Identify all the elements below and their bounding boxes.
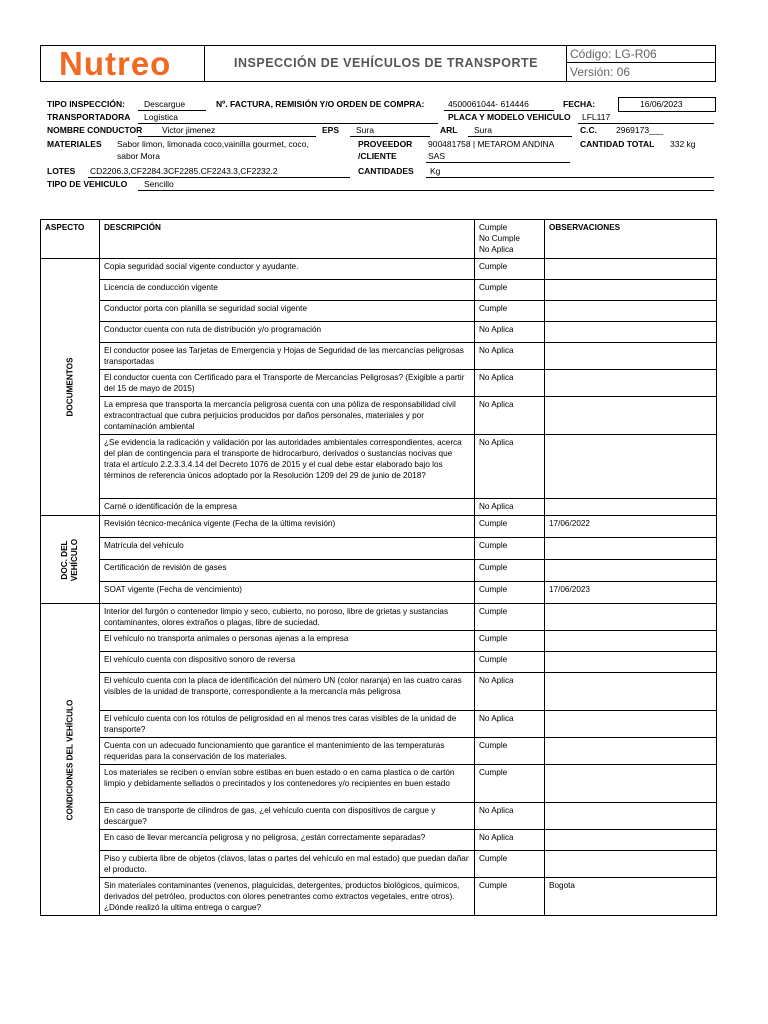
row-observation [545, 738, 717, 765]
table-row [41, 711, 717, 738]
document-title: INSPECCIÓN DE VEHÍCULOS DE TRANSPORTE [206, 46, 567, 81]
row-description: Matrícula del vehículo [100, 538, 475, 560]
row-status: Cumple [475, 560, 545, 582]
document-version: Versión: 06 [570, 65, 631, 79]
materiales-label: MATERIALES [47, 139, 102, 149]
row-status: Cumple [475, 301, 545, 322]
row-description: En caso de llevar mercancía peligrosa y no peligrosa, ¿están correctamente separadas? [100, 830, 475, 851]
document-code: Código: LG-R06 [567, 46, 715, 63]
row-observation [545, 631, 717, 652]
row-status: Cumple [475, 604, 545, 631]
row-status: Cumple [475, 851, 545, 878]
row-observation [545, 560, 717, 582]
arl-value: Sura [474, 125, 492, 135]
tipo-inspeccion-value: Descargue [144, 99, 186, 109]
row-observation [545, 803, 717, 830]
row-status: Cumple [475, 259, 545, 280]
lotes-label: LOTES [47, 166, 76, 176]
table-row [41, 259, 717, 280]
cc-value: 2969173___ [616, 125, 664, 135]
cantidades-label: CANTIDADES [358, 166, 414, 176]
table-row [41, 604, 717, 631]
tipo-vehiculo-value: Sencillo [144, 179, 174, 189]
arl-label: ARL [440, 125, 458, 135]
table-row [41, 738, 717, 765]
fecha-label: FECHA: [563, 99, 596, 109]
row-status: No Aplica [475, 803, 545, 830]
document-header [40, 45, 716, 82]
row-description: El vehículo no transporta animales o personas ajenas a la empresa [100, 631, 475, 652]
lotes-value: CD2206.3,CF2284.3CF2285.CF2243.3,CF2232.2 [90, 166, 278, 176]
table-row [41, 370, 717, 397]
placa-label: PLACA Y MODELO VEHICULO [448, 112, 571, 122]
row-description: ¿Se evidencia la radicación y validación por las autoridades ambientales correspondientes, acerca del plan de contingencia para el transporte de hidrocarburo, derivados o sustancias nocivas que trata el artículo 2.2.3.3.4.14 del Decreto 1076 de 2015 y el cual debe estar elaborado bajo los términos de referencia únicos adoptado por la Resolución 1209 del 29 de junio de 2018? [100, 435, 475, 499]
row-description: Copia seguridad social vigente conductor y ayudante. [100, 259, 475, 280]
row-observation: 17/06/2022 [545, 516, 717, 538]
proveedor-label-line1: PROVEEDOR [358, 139, 413, 149]
row-status: No Aplica [475, 673, 545, 711]
row-description: Los materiales se reciben o envían sobre estibas en buen estado o en cama plastica o de cartón limpio y debidamente sellados o precintados y los contenedores y/o recipientes en buen estado [100, 765, 475, 803]
conductor-value: Victor jimenez [162, 125, 216, 135]
eps-value: Sura [356, 125, 374, 135]
row-description: La empresa que transporta la mercancía peligrosa cuenta con una póliza de responsabilidad civil extracontractual que cubra perjuicios producidos por daños personales, materiales y por contaminación ambiental [100, 397, 475, 435]
row-observation: Bogota [545, 878, 717, 916]
row-description: Carné o identificación de la empresa [100, 499, 475, 516]
row-description: Conductor cuenta con ruta de distribución y/o programación [100, 322, 475, 343]
row-status: No Aplica [475, 499, 545, 516]
row-status: Cumple [475, 765, 545, 803]
materiales-value-line2: sabor Mora [117, 151, 160, 161]
table-row [41, 280, 717, 301]
row-status: Cumple [475, 738, 545, 765]
table-row [41, 435, 717, 499]
tipo-vehiculo-label: TIPO DE VEHICULO [47, 179, 128, 189]
row-observation [545, 851, 717, 878]
section-doc_vehiculo: DOC. DEL VEHÍCULO [41, 516, 100, 604]
row-description: Licencia de conducción vigente [100, 280, 475, 301]
row-observation [545, 765, 717, 803]
row-observation [545, 370, 717, 397]
row-observation [545, 830, 717, 851]
row-description: Interior del furgón o contenedor limpio y seco, cubierto, no poroso, libre de grietas y sustancias contaminantes, olores extraños o plagas, libre de suciedad. [100, 604, 475, 631]
proveedor-value-line1: 900481758 | METAROM ANDINA [428, 139, 555, 149]
table-row [41, 851, 717, 878]
table-row [41, 301, 717, 322]
row-status: No Aplica [475, 370, 545, 397]
row-observation [545, 397, 717, 435]
table-row [41, 499, 717, 516]
cc-label: C.C. [580, 125, 597, 135]
row-description: Revisión técnico-mecánica vigente (Fecha de la última revisión) [100, 516, 475, 538]
table-row [41, 830, 717, 851]
row-description: Conductor porta con planilla se seguridad social vigente [100, 301, 475, 322]
table-row [41, 397, 717, 435]
header-aspecto: ASPECTO [41, 220, 100, 259]
eps-label: EPS [322, 125, 340, 135]
row-description: El vehículo cuenta con los rótulos de peligrosidad en al menos tres caras visibles de la unidad de transporte? [100, 711, 475, 738]
company-logo: Nutreo [41, 46, 205, 81]
row-observation [545, 711, 717, 738]
row-status: Cumple [475, 652, 545, 673]
row-status: No Aplica [475, 397, 545, 435]
row-observation [545, 301, 717, 322]
proveedor-label-line2: /CLIENTE [358, 151, 397, 161]
row-status: No Aplica [475, 830, 545, 851]
row-observation [545, 280, 717, 301]
table-row [41, 582, 717, 604]
table-row [41, 803, 717, 830]
cantidad-total-value: 332 kg [670, 139, 696, 149]
factura-value: 4500061044- 614446 [448, 99, 529, 109]
row-description: SOAT vigente (Fecha de vencimiento) [100, 582, 475, 604]
materiales-value-line1: Sabor limon, limonada coco,vainilla gourmet, coco, [117, 139, 309, 149]
table-row [41, 538, 717, 560]
row-status: Cumple [475, 280, 545, 301]
table-row [41, 343, 717, 370]
cantidades-value: Kg [430, 166, 441, 176]
header-cumple: Cumple No Cumple No Aplica [475, 220, 545, 259]
row-status: Cumple [475, 538, 545, 560]
transportadora-value: Logística [144, 112, 179, 122]
row-status: Cumple [475, 582, 545, 604]
row-description: Certificación de revisión de gases [100, 560, 475, 582]
row-observation: 17/06/2023 [545, 582, 717, 604]
row-description: Cuenta con un adecuado funcionamiento que garantice el mantenimiento de las temperaturas requeridas para la conservación de los materiales. [100, 738, 475, 765]
row-description: Piso y cubierta libre de objetos (clavos, latas o partes del vehículo en mal estado) que puedan dañar el producto. [100, 851, 475, 878]
header-observaciones: OBSERVACIONES [545, 220, 717, 259]
table-row [41, 560, 717, 582]
table-row [41, 673, 717, 711]
inspection-table [40, 219, 717, 916]
row-description: El conductor cuenta con Certificado para el Transporte de Mercancías Peligrosas? (Exigible a partir del 15 de mayo de 2015) [100, 370, 475, 397]
conductor-label: NOMBRE CONDUCTOR [47, 125, 143, 135]
row-status: Cumple [475, 631, 545, 652]
row-description: El conductor posee las Tarjetas de Emergencia y Hojas de Seguridad de las mercancías peligrosas transportadas [100, 343, 475, 370]
transportadora-label: TRANSPORTADORA [47, 112, 131, 122]
row-description: El vehículo cuenta con la placa de identificación del número UN (color naranja) en las cuatro caras visibles de la unidad de transporte, correspondiente a la mercancía más peligrosa [100, 673, 475, 711]
section-documentos: DOCUMENTOS [41, 259, 100, 516]
row-description: El vehículo cuenta con dispositivo sonoro de reversa [100, 652, 475, 673]
row-status: No Aplica [475, 711, 545, 738]
row-observation [545, 604, 717, 631]
row-observation [545, 673, 717, 711]
row-observation [545, 538, 717, 560]
row-status: No Aplica [475, 435, 545, 499]
row-observation [545, 435, 717, 499]
row-description: En caso de transporte de cilindros de gas, ¿el vehículo cuenta con dispositivos de cargue y descargue? [100, 803, 475, 830]
tipo-inspeccion-label: TIPO INSPECCIÓN: [47, 99, 125, 109]
row-observation [545, 259, 717, 280]
table-row [41, 652, 717, 673]
row-observation [545, 652, 717, 673]
table-row [41, 765, 717, 803]
row-observation [545, 343, 717, 370]
row-observation [545, 499, 717, 516]
table-row [41, 516, 717, 538]
row-observation [545, 322, 717, 343]
row-status: Cumple [475, 878, 545, 916]
table-row [41, 631, 717, 652]
section-condiciones: CONDICIONES DEL VEHÍCULO [41, 604, 100, 916]
header-descripcion: DESCRIPCIÓN [100, 220, 475, 259]
placa-value: LFL117 [582, 112, 611, 122]
factura-label: Nº. FACTURA, REMISIÓN Y/O ORDEN DE COMPRA: [216, 99, 425, 109]
row-status: No Aplica [475, 322, 545, 343]
table-row [41, 322, 717, 343]
row-status: No Aplica [475, 343, 545, 370]
fecha-value: 16/06/2023 [640, 99, 683, 109]
row-description: Sin materiales contaminantes (venenos, plaguicidas, detergentes, productos biológicos, químicos, derivados del petróleo, productos con olores penetrantes como extractos vegetales, entre otros). ¿Dónde realizó la ultima entrega o cargue? [100, 878, 475, 916]
proveedor-value-line2: SAS [428, 151, 446, 161]
table-row [41, 878, 717, 916]
row-status: Cumple [475, 516, 545, 538]
cantidad-total-label: CANTIDAD TOTAL [580, 139, 655, 149]
